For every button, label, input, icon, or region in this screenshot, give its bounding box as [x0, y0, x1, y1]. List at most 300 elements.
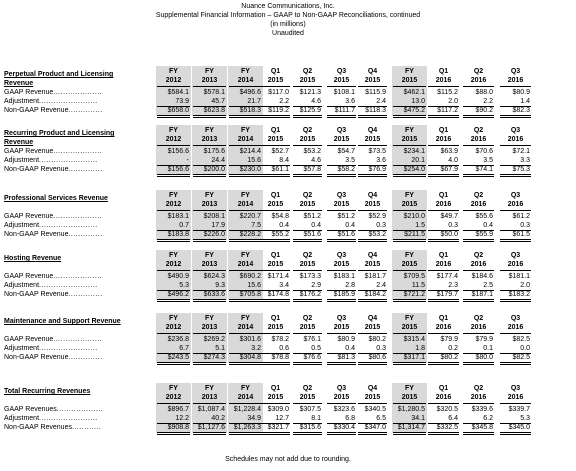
table-cell: 0.6 — [279, 345, 289, 352]
table-cell: $119.2 — [268, 107, 289, 114]
leader-dots: .................... — [53, 273, 103, 280]
table-cell: 3.2 — [251, 345, 261, 352]
total-double-rule — [157, 115, 190, 118]
table-cell: 0.4 — [279, 222, 289, 229]
table-cell: $82.3 — [512, 107, 530, 114]
column-header-period: FY — [405, 315, 414, 322]
table-cell: $82.5 — [512, 336, 530, 343]
total-double-rule — [428, 174, 459, 177]
column-header-year: 2015 — [401, 136, 418, 143]
table-cell: $1,087.4 — [197, 406, 225, 413]
table-cell: $51.2 — [303, 213, 321, 220]
column-header-year: 2012 — [165, 201, 182, 208]
table-cell: $230.0 — [239, 166, 261, 173]
table-cell: $80.6 — [368, 354, 386, 361]
column-header-year: 2016 — [470, 77, 487, 84]
row-label-text: GAAP Revenue — [4, 273, 54, 280]
table-cell: $70.6 — [475, 148, 493, 155]
table-cell: $125.9 — [299, 107, 321, 114]
table-cell: $183.1 — [167, 213, 189, 220]
column-header-period: FY — [205, 127, 214, 134]
header-underline — [193, 210, 226, 211]
table-cell: $51.2 — [337, 213, 355, 220]
section-title: Recurring Product and Licensing — [4, 130, 115, 137]
total-double-rule — [358, 239, 387, 242]
table-cell: $339.6 — [471, 406, 493, 413]
row-label-text: GAAP Revenue — [4, 148, 54, 155]
column-header-year: 2016 — [507, 201, 524, 208]
table-cell: $320.5 — [436, 406, 458, 413]
section-title: Total Recurring Revenues — [4, 388, 91, 395]
total-double-rule — [157, 432, 190, 435]
header-underline — [193, 333, 226, 334]
column-header-year: 2015 — [333, 77, 350, 84]
column-header-year: 2016 — [507, 136, 524, 143]
table-cell: $183.1 — [333, 273, 355, 280]
table-cell: $315.4 — [403, 336, 425, 343]
table-cell: $1,314.7 — [397, 424, 425, 431]
table-cell: $176.2 — [299, 291, 321, 298]
table-cell: $475.2 — [403, 107, 425, 114]
row-label — [4, 281, 154, 290]
table-cell: $121.3 — [299, 89, 321, 96]
table-cell: $156.6 — [167, 148, 189, 155]
table-cell: 9.3 — [215, 282, 225, 289]
header-underline — [157, 333, 190, 334]
header-underline — [193, 86, 226, 87]
column-header-period: Q4 — [367, 315, 378, 322]
total-double-rule — [428, 299, 459, 302]
column-header-year: 2015 — [267, 261, 284, 268]
table-cell: $115.2 — [437, 89, 458, 96]
table-cell: $243.5 — [167, 354, 189, 361]
total-double-rule — [193, 174, 226, 177]
table-cell: $72.1 — [512, 148, 530, 155]
column-header-year: 2014 — [237, 261, 254, 268]
header-underline — [193, 270, 226, 271]
total-double-rule — [293, 115, 322, 118]
total-double-rule — [327, 239, 356, 242]
table-cell: $347.0 — [364, 424, 386, 431]
section-title: Perpetual Product and Licensing — [4, 71, 114, 78]
table-cell: $518.3 — [239, 107, 261, 114]
table-section — [0, 125, 576, 185]
total-double-rule — [500, 174, 531, 177]
table-cell: 13.0 — [411, 98, 425, 105]
column-header-year: 2015 — [299, 136, 316, 143]
header-underline — [327, 86, 356, 87]
table-cell: $76.9 — [368, 166, 386, 173]
table-cell: $317.1 — [403, 354, 425, 361]
table-cell: $80.9 — [512, 89, 530, 96]
section-title-line2: Revenue — [4, 80, 34, 87]
header-underline — [229, 403, 262, 404]
header-underline — [428, 270, 459, 271]
column-header-period: Q4 — [367, 385, 378, 392]
column-header-year: 2015 — [299, 261, 316, 268]
total-double-rule — [393, 115, 426, 118]
column-header-period: Q3 — [336, 192, 347, 199]
table-cell: $181.7 — [364, 273, 386, 280]
table-cell: $315.6 — [299, 424, 321, 431]
leader-dots: ........................ — [39, 345, 98, 352]
total-double-rule — [327, 299, 356, 302]
table-cell: 2.2 — [483, 98, 493, 105]
table-cell: 15.6 — [247, 157, 261, 164]
header-underline — [261, 403, 290, 404]
column-header-period: Q1 — [438, 127, 449, 134]
total-double-rule — [229, 115, 262, 118]
table-cell: $330.4 — [333, 424, 355, 431]
table-cell: $184.6 — [471, 273, 493, 280]
table-cell: $658.0 — [167, 107, 189, 114]
header-underline — [500, 86, 531, 87]
table-cell: 3.5 — [483, 157, 493, 164]
header-underline — [358, 333, 387, 334]
table-section — [0, 250, 576, 310]
table-cell: $67.9 — [440, 166, 458, 173]
table-cell: 0.4 — [311, 222, 321, 229]
table-cell: $1,280.5 — [397, 406, 425, 413]
column-header-period: Q3 — [336, 127, 347, 134]
total-double-rule — [358, 432, 387, 435]
table-cell: $183.2 — [508, 291, 530, 298]
header-underline — [293, 333, 322, 334]
table-cell: 6.7 — [179, 345, 189, 352]
column-header-period: FY — [205, 385, 214, 392]
column-header-period: Q1 — [270, 68, 281, 75]
total-double-rule — [193, 115, 226, 118]
leader-dots: .............. — [68, 354, 103, 361]
column-header-period: FY — [169, 252, 178, 259]
column-header-year: 2015 — [401, 201, 418, 208]
row-label — [4, 106, 154, 115]
table-cell: $177.4 — [436, 273, 458, 280]
table-cell: 11.5 — [411, 282, 425, 289]
column-header-year: 2012 — [165, 136, 182, 143]
total-double-rule — [229, 432, 262, 435]
column-header-year: 2016 — [470, 201, 487, 208]
column-header-period: FY — [241, 252, 250, 259]
row-label-text: Non-GAAP Revenue — [4, 107, 69, 114]
column-header-period: FY — [405, 127, 414, 134]
header-underline — [500, 145, 531, 146]
table-cell: $220.7 — [239, 213, 261, 220]
total-double-rule — [327, 115, 356, 118]
table-cell: 1.4 — [520, 98, 530, 105]
table-cell: $53.2 — [368, 231, 386, 238]
table-cell: 2.3 — [448, 282, 458, 289]
total-double-rule — [229, 299, 262, 302]
leader-dots: .................... — [53, 213, 103, 220]
column-header-year: 2015 — [401, 324, 418, 331]
total-double-rule — [428, 239, 459, 242]
column-header-year: 2016 — [435, 394, 452, 401]
table-cell: $54.7 — [337, 148, 355, 155]
header-underline — [293, 210, 322, 211]
column-header-period: FY — [241, 127, 250, 134]
leader-dots: .............. — [68, 231, 103, 238]
table-cell: $80.0 — [475, 354, 493, 361]
table-cell: $82.5 — [512, 354, 530, 361]
column-header-period: FY — [169, 385, 178, 392]
table-cell: 0.0 — [520, 345, 530, 352]
header-underline — [327, 210, 356, 211]
header-underline — [393, 210, 426, 211]
column-header-year: 2015 — [333, 324, 350, 331]
header-underline — [157, 210, 190, 211]
column-header-year: 2016 — [435, 261, 452, 268]
table-cell: $76.6 — [303, 354, 321, 361]
column-header-period: Q2 — [302, 68, 313, 75]
total-double-rule — [428, 115, 459, 118]
column-header-period: FY — [405, 385, 414, 392]
column-header-year: 2016 — [435, 324, 452, 331]
column-header-year: 2016 — [470, 136, 487, 143]
row-label-text: Non-GAAP Revenue — [4, 166, 69, 173]
column-header-period: Q2 — [302, 127, 313, 134]
column-header-year: 2015 — [364, 77, 381, 84]
table-cell: 8.1 — [311, 415, 321, 422]
table-cell: $896.7 — [167, 406, 189, 413]
table-cell: $183.8 — [167, 231, 189, 238]
total-double-rule — [358, 115, 387, 118]
table-cell: $304.8 — [239, 354, 261, 361]
table-cell: $624.3 — [203, 273, 225, 280]
column-header-year: 2015 — [299, 324, 316, 331]
table-cell: $345.0 — [508, 424, 530, 431]
table-cell: $705.8 — [239, 291, 261, 298]
header-underline — [157, 86, 190, 87]
footer-note: Schedules may not add due to rounding. — [225, 456, 351, 463]
column-header-year: 2015 — [299, 201, 316, 208]
total-double-rule — [261, 115, 290, 118]
table-cell: $208.1 — [203, 213, 225, 220]
header-underline — [428, 145, 459, 146]
table-cell: $181.1 — [508, 273, 530, 280]
table-cell: 2.4 — [376, 282, 386, 289]
table-cell: 6.5 — [376, 415, 386, 422]
report-title: Supplemental Financial Information – GAAP to Non-GAAP Reconciliations, continued — [155, 12, 421, 19]
total-double-rule — [261, 174, 290, 177]
column-header-period: Q3 — [510, 252, 521, 259]
column-header-period: Q2 — [302, 315, 313, 322]
column-header-period: Q2 — [473, 315, 484, 322]
column-header-period: FY — [241, 385, 250, 392]
header-underline — [428, 86, 459, 87]
row-label — [4, 272, 154, 281]
total-double-rule — [463, 115, 494, 118]
header-underline — [261, 333, 290, 334]
table-section — [0, 383, 576, 443]
table-cell: $210.0 — [403, 213, 425, 220]
section-title: Hosting Revenue — [4, 255, 62, 262]
table-cell: $51.6 — [337, 231, 355, 238]
header-underline — [428, 403, 459, 404]
column-header-year: 2013 — [201, 201, 218, 208]
column-header-year: 2012 — [165, 261, 182, 268]
total-double-rule — [463, 239, 494, 242]
column-header-period: FY — [241, 192, 250, 199]
total-double-rule — [261, 299, 290, 302]
column-header-year: 2015 — [364, 324, 381, 331]
total-double-rule — [358, 299, 387, 302]
table-cell: 34.9 — [247, 415, 261, 422]
table-cell: $179.7 — [436, 291, 458, 298]
column-header-year: 2014 — [237, 201, 254, 208]
column-header-year: 2016 — [470, 394, 487, 401]
column-header-period: Q3 — [510, 315, 521, 322]
table-cell: $254.0 — [403, 166, 425, 173]
row-label — [4, 344, 154, 353]
table-cell: 6.8 — [345, 415, 355, 422]
table-cell: $184.2 — [364, 291, 386, 298]
header-underline — [229, 86, 262, 87]
total-double-rule — [157, 239, 190, 242]
column-header-year: 2015 — [401, 261, 418, 268]
header-underline — [358, 86, 387, 87]
table-cell: $908.8 — [167, 424, 189, 431]
header-underline — [500, 270, 531, 271]
header-underline — [293, 403, 322, 404]
column-header-period: FY — [169, 68, 178, 75]
column-header-year: 2015 — [364, 394, 381, 401]
row-label-text: Non-GAAP Revenue — [4, 231, 69, 238]
row-label-text: GAAP Revenues — [4, 406, 57, 413]
column-header-period: Q3 — [336, 315, 347, 322]
table-cell: 6.2 — [483, 415, 493, 422]
table-cell: $117.2 — [437, 107, 458, 114]
column-header-year: 2012 — [165, 324, 182, 331]
column-header-period: Q3 — [336, 68, 347, 75]
section-title: Professional Services Revenue — [4, 195, 108, 202]
total-double-rule — [293, 432, 322, 435]
table-cell: $63.9 — [440, 148, 458, 155]
column-header-year: 2015 — [267, 394, 284, 401]
column-header-period: FY — [169, 127, 178, 134]
table-cell: 12.2 — [175, 415, 189, 422]
table-cell: $90.2 — [475, 107, 493, 114]
column-header-year: 2015 — [364, 261, 381, 268]
table-cell: $339.7 — [508, 406, 530, 413]
section-title-line2: Revenue — [4, 139, 34, 146]
table-cell: 3.5 — [345, 157, 355, 164]
leader-dots: ........................ — [39, 157, 98, 164]
table-cell: $274.3 — [203, 354, 225, 361]
table-section — [0, 313, 576, 373]
column-header-year: 2015 — [299, 394, 316, 401]
column-header-period: Q3 — [336, 385, 347, 392]
total-double-rule — [157, 299, 190, 302]
table-cell: $173.3 — [299, 273, 321, 280]
column-header-period: FY — [205, 252, 214, 259]
table-cell: $584.1 — [167, 89, 189, 96]
column-header-period: Q1 — [438, 315, 449, 322]
row-label-text: Adjustment — [4, 157, 40, 164]
total-double-rule — [229, 174, 262, 177]
table-cell: $633.6 — [203, 291, 225, 298]
leader-dots: ........................ — [39, 222, 98, 229]
table-cell: $80.2 — [368, 336, 386, 343]
leader-dots: ............ — [71, 424, 102, 431]
company-name: Nuance Communications, Inc. — [241, 3, 335, 10]
header-underline — [463, 210, 494, 211]
table-cell: $76.1 — [303, 336, 321, 343]
column-header-year: 2015 — [333, 201, 350, 208]
total-double-rule — [393, 239, 426, 242]
row-label — [4, 230, 154, 239]
header-underline — [393, 86, 426, 87]
column-header-period: FY — [405, 68, 414, 75]
table-cell: $490.9 — [167, 273, 189, 280]
table-cell: 20.1 — [411, 157, 425, 164]
table-cell: 2.0 — [448, 98, 458, 105]
total-double-rule — [463, 432, 494, 435]
header-underline — [229, 270, 262, 271]
header-underline — [463, 270, 494, 271]
audit-note: Unaudited — [272, 30, 304, 37]
column-header-period: Q2 — [473, 68, 484, 75]
table-cell: $709.5 — [403, 273, 425, 280]
table-cell: $78.8 — [271, 354, 289, 361]
table-cell: $228.2 — [239, 231, 261, 238]
leader-dots: ........................ — [39, 98, 98, 105]
header-underline — [327, 333, 356, 334]
header-underline — [157, 270, 190, 271]
table-cell: $214.4 — [239, 148, 261, 155]
table-cell: 5.3 — [520, 415, 530, 422]
total-double-rule — [193, 299, 226, 302]
table-cell: $52.7 — [271, 148, 289, 155]
table-cell: $80.9 — [337, 336, 355, 343]
table-cell: $79.9 — [475, 336, 493, 343]
header-underline — [261, 210, 290, 211]
column-header-period: Q2 — [302, 385, 313, 392]
leader-dots: .................... — [53, 148, 103, 155]
table-cell: 45.7 — [211, 98, 225, 105]
table-cell: $200.0 — [203, 166, 225, 173]
total-double-rule — [463, 299, 494, 302]
header-underline — [500, 403, 531, 404]
column-header-period: FY — [241, 315, 250, 322]
table-section — [0, 66, 576, 126]
header-underline — [293, 86, 322, 87]
header-underline — [293, 145, 322, 146]
total-double-rule — [393, 362, 426, 365]
column-header-period: Q2 — [302, 192, 313, 199]
column-header-period: Q1 — [270, 192, 281, 199]
header-underline — [261, 270, 290, 271]
table-cell: $623.8 — [203, 107, 225, 114]
table-cell: 0.3 — [448, 222, 458, 229]
table-cell: 2.8 — [345, 282, 355, 289]
column-header-period: Q2 — [473, 192, 484, 199]
table-cell: 0.1 — [483, 345, 493, 352]
table-cell: $309.0 — [267, 406, 289, 413]
leader-dots: .................... — [53, 336, 103, 343]
row-label-text: Adjustment — [4, 98, 40, 105]
table-cell: $340.5 — [364, 406, 386, 413]
column-header-year: 2015 — [333, 394, 350, 401]
total-double-rule — [193, 362, 226, 365]
header-underline — [500, 210, 531, 211]
total-double-rule — [500, 299, 531, 302]
column-header-period: FY — [205, 68, 214, 75]
column-header-year: 2014 — [237, 77, 254, 84]
total-double-rule — [393, 174, 426, 177]
table-cell: 15.6 — [247, 282, 261, 289]
total-double-rule — [393, 299, 426, 302]
